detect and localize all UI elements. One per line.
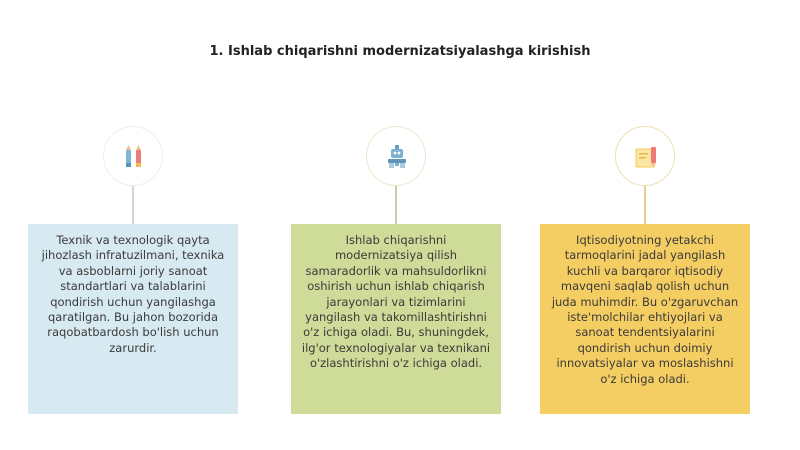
column-production-modernization [291, 0, 501, 450]
icon-circle [615, 126, 675, 186]
column-sector-renewal [540, 0, 750, 450]
connector-line [132, 186, 134, 226]
document-pencil-icon [630, 141, 662, 173]
column-technical-reequipment [28, 0, 238, 450]
connector-line [395, 186, 397, 226]
pencils-icon [118, 141, 150, 173]
info-card: Iqtisodiyotning yetakchi tarmoqlarini jadal yangilash kuchli va barqaror iqtisodiy mavqeni saqlab qolish uchun juda muhimdir. Bu o'zgaruvchan iste'molchilar ehtiyojlari va sanoat tendentsiyalarini qondirish uchun doimiy innovatsiyalar va moslashishni o'z ichiga oladi. [540, 224, 750, 414]
icon-circle [366, 126, 426, 186]
robot-icon [381, 141, 413, 173]
info-card: Texnik va texnologik qayta jihozlash infratuzilmani, texnika va asboblarni joriy sanoat standartlari va talablarini qondirish uchun yangilashga qaratilgan. Bu jahon bozorida raqobatbardosh bo'lish uchun zarurdir. [28, 224, 238, 414]
info-card: Ishlab chiqarishni modernizatsiya qilish samaradorlik va mahsuldorlikni oshirish uchun ishlab chiqarish jarayonlari va tizimlarini yangilash va takomillashtirishni o'z ichiga oladi. Bu, shuningdek, ilg'or texnologiyalar va texnikani o'zlashtirishni o'z ichiga oladi. [291, 224, 501, 414]
icon-circle [103, 126, 163, 186]
diagram-title: 1. Ishlab chiqarishni modernizatsiyalashga kirishish [209, 44, 591, 59]
connector-line [644, 186, 646, 226]
